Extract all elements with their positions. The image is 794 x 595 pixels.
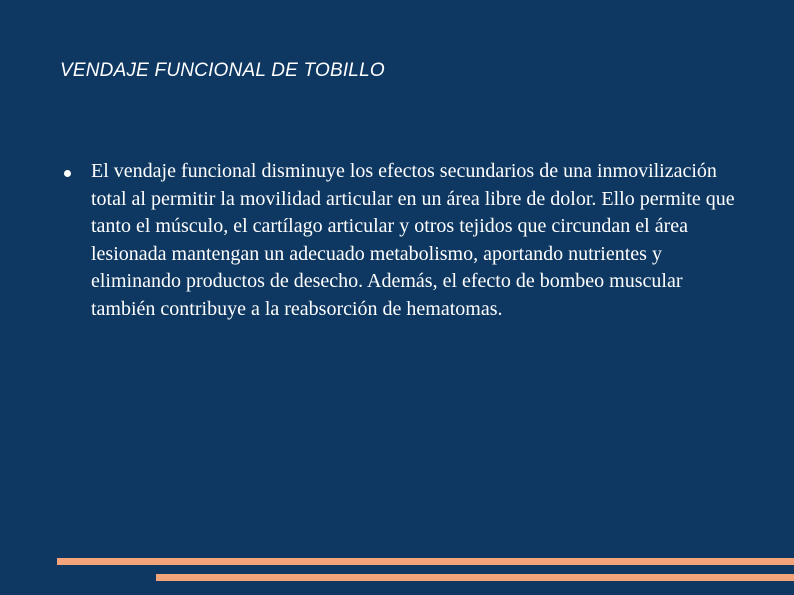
bullet-item <box>64 158 744 323</box>
bullet-dot-icon <box>64 170 71 177</box>
slide-body <box>64 158 744 323</box>
bullet-text: El vendaje funcional disminuye los efectos secundarios de una inmovilización total al permitir la movilidad articular en un área libre de dolor. Ello permite que tanto el músculo, el cartílago articular y otros tejidos que circundan el área lesionada mantengan un adecuado metabolismo, aportando nutrientes y eliminando productos de desecho. Además, el efecto de bombeo muscular también contribuye a la reabsorción de hematomas. <box>91 160 735 320</box>
slide-title: VENDAJE FUNCIONAL DE TOBILLO <box>60 60 385 81</box>
accent-bar-upper <box>57 558 794 565</box>
accent-bar-lower <box>156 574 794 581</box>
